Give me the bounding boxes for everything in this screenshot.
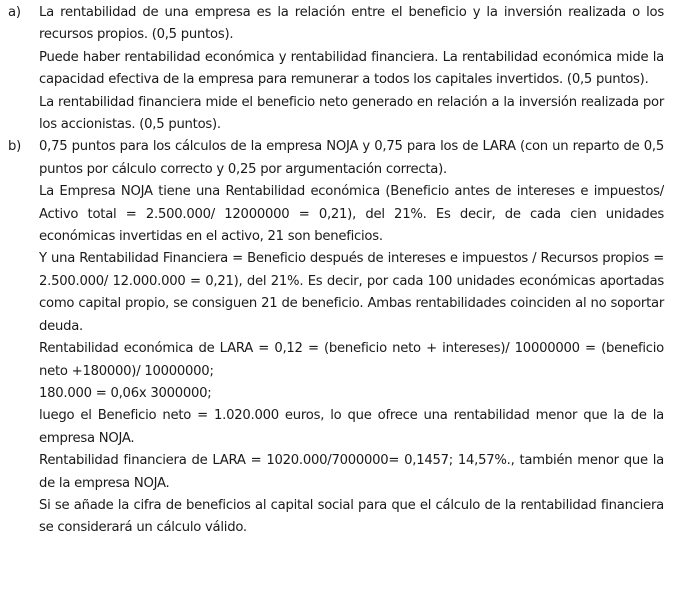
answer-item-b: [8, 136, 664, 539]
paragraph-b-3: Y una Rentabilidad Financiera = Beneficio después de intereses e impuestos / Recursos propios = 2.500.000/ 12.000.000 = 0,21), del 21%. Es decir, por cada 100 unidades económicas aportadas como capital propio, se consiguen 21 de beneficio. Ambas rentabilidades coinciden al no soportar deuda.: [39, 251, 664, 334]
paragraph-a-1: La rentabilidad de una empresa es la relación entre el beneficio y la inversión realizada o los recursos propios. (0,5 puntos).: [39, 5, 664, 43]
paragraph-b-1: 0,75 puntos para los cálculos de la empresa NOJA y 0,75 para los de LARA (con un reparto de 0,5 puntos por cálculo correcto y 0,25 por argumentación correcta).: [39, 139, 664, 177]
paragraph-b-7: Rentabilidad financiera de LARA = 1020.000/7000000= 0,1457; 14,57%., también menor que la de la empresa NOJA.: [39, 453, 664, 491]
paragraph-b-6: luego el Beneficio neto = 1.020.000 euros, lo que ofrece una rentabilidad menor que la de la empresa NOJA.: [39, 408, 664, 446]
paragraph-a-2: Puede haber rentabilidad económica y rentabilidad financiera. La rentabilidad económica mide la capacidad efectiva de la empresa para remunerar a todos los capitales invertidos. (0,5 puntos).: [39, 49, 664, 88]
paragraph-b-2: La Empresa NOJA tiene una Rentabilidad económica (Beneficio antes de intereses e impuestos/ Activo total = 2.500.000/ 12000000 = 0,21), del 21%. Es decir, de cada cien unidades económicas invertidas en el activo, 21 son beneficios.: [39, 184, 664, 245]
paragraph-b-8: Si se añade la cifra de beneficios al capital social para que el cálculo de la rentabilidad financiera se considerará un cálculo válido.: [39, 497, 664, 536]
paragraph-b-4: Rentabilidad económica de LARA = 0,12 = (beneficio neto + intereses)/ 10000000 = (beneficio neto +180000)/ 10000000;: [39, 341, 664, 379]
paragraph-a-3: La rentabilidad financiera mide el beneficio neto generado en relación a la inversión realizada por los accionistas. (0,5 puntos).: [39, 94, 664, 133]
answer-item-a: [8, 2, 664, 136]
item-marker-a: a): [8, 5, 21, 20]
item-marker-b: b): [8, 139, 22, 155]
paragraph-b-5: 180.000 = 0,06x 3000000;: [39, 385, 212, 401]
document-page: [8, 2, 664, 540]
